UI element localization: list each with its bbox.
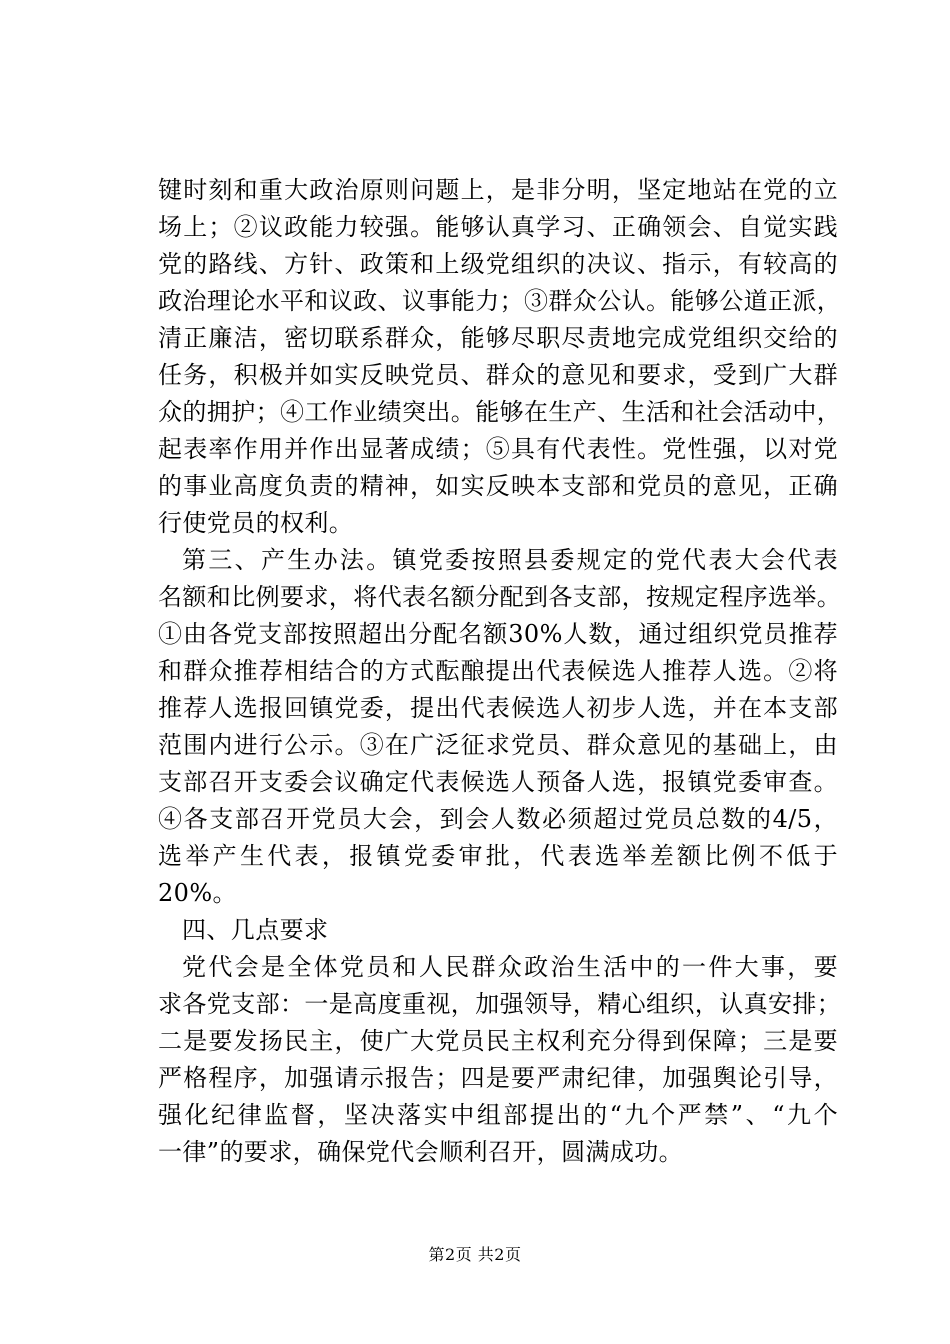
text-line: 和群众推荐相结合的方式酝酿提出代表候选人推荐人选。②将 [158,657,838,685]
text-line: 场上；②议政能力较强。能够认真学习、正确领会、自觉实践 [158,213,838,241]
text-line: 名额和比例要求，将代表名额分配到各支部，按规定程序选举。 [158,583,842,611]
text-line: 求各党支部：一是高度重视，加强领导，精心组织，认真安排； [158,990,842,1018]
text-line: 众的拥护；④工作业绩突出。能够在生产、生活和社会活动中， [158,398,842,426]
text-line: 一律”的要求，确保党代会顺利召开，圆满成功。 [158,1138,684,1166]
text-line: 的事业高度负责的精神，如实反映本支部和党员的意见，正确 [158,472,838,500]
section-heading [158,912,838,949]
paragraph-qualifications [158,172,842,542]
text-line: 强化纪律监督，坚决落实中组部提出的“九个严禁”、“九个 [158,1101,838,1129]
text-line: 支部召开支委会议确定代表候选人预备人选，报镇党委审查。 [158,768,838,796]
text-line: 起表率作用并作出显著成绩；⑤具有代表性。党性强，以对党 [158,435,838,463]
text-line: ①由各党支部按照超出分配名额30%人数，通过组织党员推荐 [158,620,838,648]
document-body [158,172,842,1171]
text-line: 行使党员的权利。 [158,509,354,537]
text-line: 键时刻和重大政治原则问题上，是非分明，坚定地站在党的立 [158,176,838,204]
text-line: 党代会是全体党员和人民群众政治生活中的一件大事，要 [182,953,838,981]
page-number-footer: 第2页 共2页 [428,1245,522,1264]
text-line: 选举产生代表，报镇党委审批，代表选举差额比例不低于 [158,842,838,870]
text-line: 任务，积极并如实反映党员、群众的意见和要求，受到广大群 [158,361,838,389]
text-line: 党的路线、方针、政策和上级党组织的决议、指示，有较高的 [158,250,838,278]
paragraph-requirements [158,949,842,1171]
text-line: 20%。 [158,879,237,907]
text-line: 第三、产生办法。镇党委按照县委规定的党代表大会代表 [182,546,838,574]
text-line: 二是要发扬民主，使广大党员民主权利充分得到保障；三是要 [158,1027,838,1055]
paragraph-selection-method [158,542,842,912]
text-line: 严格程序，加强请示报告；四是要严肃纪律，加强舆论引导， [158,1064,838,1092]
text-line: 政治理论水平和议政、议事能力；③群众公认。能够公道正派， [158,287,842,315]
heading-text: 四、几点要求 [182,916,329,944]
text-line: 清正廉洁，密切联系群众，能够尽职尽责地完成党组织交给的 [158,324,838,352]
text-line: 推荐人选报回镇党委，提出代表候选人初步人选，并在本支部 [158,694,838,722]
text-line: 范围内进行公示。③在广泛征求党员、群众意见的基础上，由 [158,731,838,759]
text-line: ④各支部召开党员大会，到会人数必须超过党员总数的4/5， [158,805,838,833]
